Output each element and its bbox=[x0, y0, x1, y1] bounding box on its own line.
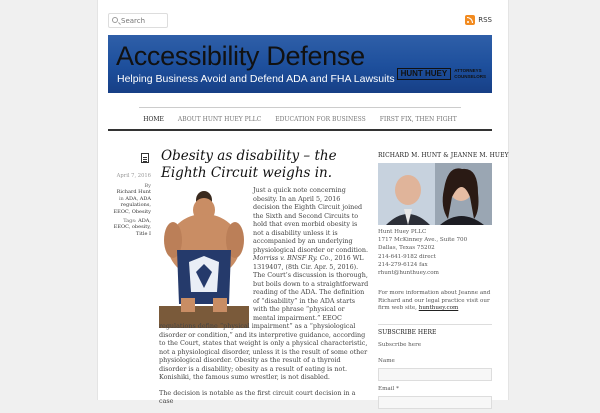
name-label: Name bbox=[378, 358, 395, 364]
post-categories[interactable]: ADA, ADA regulations, EEOC, Obesity bbox=[113, 195, 151, 215]
post-tags[interactable]: ADA, EEOC, obesity, Title I bbox=[113, 217, 151, 237]
top-bar bbox=[108, 13, 492, 29]
rss-label: RSS bbox=[478, 15, 492, 24]
search-box[interactable] bbox=[108, 13, 168, 28]
rss-icon bbox=[465, 15, 475, 25]
search-input[interactable] bbox=[121, 16, 165, 26]
nav-about[interactable]: ABOUT HUNT HUEY PLLC bbox=[177, 115, 262, 123]
name-field[interactable] bbox=[378, 368, 492, 381]
address-line: 1717 McKinney Ave., Suite 700 bbox=[378, 237, 468, 244]
email-address[interactable]: rhunt@hunthuey.com bbox=[378, 270, 439, 277]
logo-sub-2: COUNSELORS bbox=[454, 74, 486, 79]
search-icon bbox=[112, 17, 118, 23]
sidebar bbox=[378, 152, 509, 392]
more-info-text bbox=[378, 290, 492, 313]
firm-address bbox=[378, 228, 467, 277]
document-icon bbox=[141, 153, 149, 163]
logo-sub-1: ATTORNEYS bbox=[454, 68, 482, 73]
firm-logo bbox=[397, 68, 486, 80]
post-paragraph-2: The decision is notable as the first circuit court decision in a case bbox=[159, 388, 356, 405]
address-line: Hunt Huey PLLC bbox=[378, 229, 427, 235]
in-label: in bbox=[118, 195, 124, 202]
image-float-slot bbox=[159, 186, 253, 322]
post-meta bbox=[108, 173, 151, 237]
header-banner[interactable] bbox=[108, 35, 492, 93]
more-info-body: For more information about Jeanne and Richard and our legal practice visit our firm web site, bbox=[378, 290, 491, 312]
site-title: Accessibility Defense bbox=[116, 41, 365, 71]
subscribe-heading: SUBSCRIBE HERE bbox=[378, 324, 492, 336]
page bbox=[97, 0, 509, 405]
rss-link[interactable] bbox=[465, 13, 492, 26]
phone-direct: 214-641-9182 direct bbox=[378, 253, 436, 260]
subscribe-text: Subscribe here bbox=[378, 342, 422, 348]
p1-part-a: Just a quick note concerning obesity. In an April 5, 2016 decision the Eighth Circuit joined the Sixth and Second Circuits to hold that even morbid obesity is not a disability unless it is accompanied by an underlying physiological disorder or condition. bbox=[253, 186, 368, 254]
post-body bbox=[159, 186, 369, 413]
post-date[interactable]: April 7, 2016 bbox=[116, 173, 151, 179]
logo-subtitle bbox=[454, 68, 486, 80]
nav-education[interactable]: EDUCATION FOR BUSINESS bbox=[275, 115, 366, 123]
phone-fax: 214-279-6124 fax bbox=[378, 261, 428, 268]
nav-first-fix[interactable]: FIRST FIX, THEN FIGHT bbox=[379, 115, 457, 123]
p1-part-b: , 2016 WL 1319407, (8th Cir. Apr. 5, 2016). The Court’s discussion is thorough, but boils down to a straightforward reading of the ADA. The definition of “disability” in the ADA starts with the phrase “physical or mental impairment.” EEOC regulations define “physical impairment” as a “physiological disorder or condition,” and its interpretive guidance, according to the Court, states that weight is only a physical characteristic, not a physiological disorder, unless it is the result of some other physiological disorder. Obesity as the result of a thyroid disorder is a disability; obesity as a result of eating is not. Konishiki, the famous sumo wrestler, is not disabled. bbox=[159, 254, 369, 381]
email-field[interactable] bbox=[378, 396, 492, 409]
post-title[interactable]: Obesity as disability – the Eighth Circuit weighs in. bbox=[161, 148, 337, 181]
main-nav bbox=[139, 107, 461, 131]
sidebar-title: RICHARD M. HUNT & JEANNE M. HUEY bbox=[378, 152, 509, 159]
case-citation: Morriss v. BNSF Ry. Co. bbox=[253, 254, 331, 262]
firm-website-link[interactable]: hunthuey.com bbox=[418, 305, 459, 312]
nav-home[interactable]: HOME bbox=[143, 115, 164, 123]
logo-mark: HUNT HUEY bbox=[397, 68, 452, 80]
email-label: Email * bbox=[378, 386, 399, 392]
by-label: By bbox=[144, 182, 151, 189]
site-tagline: Helping Business Avoid and Defend ADA and FHA Lawsuits bbox=[117, 73, 395, 85]
tags-label: Tags: bbox=[123, 217, 137, 224]
address-line: Dallas, Texas 75202 bbox=[378, 245, 435, 252]
header-divider bbox=[108, 129, 492, 131]
post-author[interactable]: Richard Hunt bbox=[116, 189, 151, 196]
attorneys-photo bbox=[378, 163, 492, 225]
